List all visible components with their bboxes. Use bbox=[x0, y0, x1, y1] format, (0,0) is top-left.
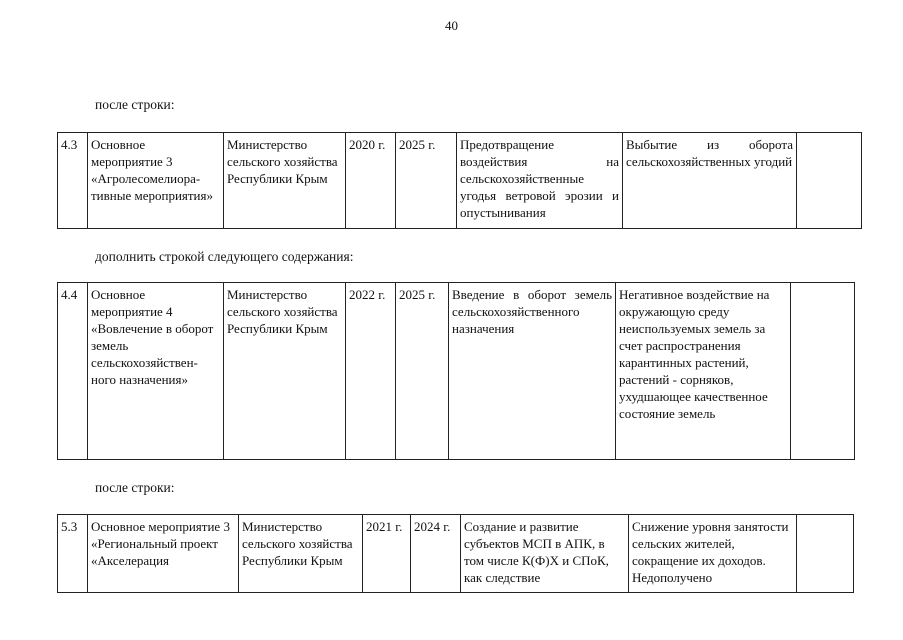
row-number: 5.3 bbox=[58, 515, 88, 593]
extra-cell bbox=[797, 133, 862, 229]
table-row-4-3 bbox=[57, 132, 862, 229]
start-year: 2020 г. bbox=[346, 133, 396, 229]
executor: Министерство сельского хозяйства Республики Крым bbox=[239, 515, 363, 593]
consequence: Выбытие из оборота сельскохозяйственных угодий bbox=[623, 133, 797, 229]
table-row-4-4 bbox=[57, 282, 855, 460]
consequence: Снижение уровня занятости сельских жителей, сокращение их доходов. Недополучено bbox=[629, 515, 797, 593]
event-name: Основное мероприятие 4 «Вовлечение в оборот земель сельскохозяйствен-ного назначения» bbox=[88, 283, 224, 460]
event-name: Основное мероприятие 3 «Агролесомелиора-тивные мероприятия» bbox=[88, 133, 224, 229]
end-year: 2025 г. bbox=[396, 283, 449, 460]
row-number: 4.3 bbox=[58, 133, 88, 229]
caption-add-row: дополнить строкой следующего содержания: bbox=[95, 249, 354, 264]
end-year: 2025 г. bbox=[396, 133, 457, 229]
caption-after-row: после строки: bbox=[95, 97, 175, 112]
expected-result: Введение в оборот земель сельскохозяйственного назначения bbox=[449, 283, 616, 460]
page-number: 40 bbox=[445, 18, 458, 33]
executor: Министерство сельского хозяйства Республики Крым bbox=[224, 283, 346, 460]
caption-after-row-2: после строки: bbox=[95, 480, 175, 495]
end-year: 2024 г. bbox=[411, 515, 461, 593]
extra-cell bbox=[797, 515, 854, 593]
consequence: Негативное воздействие на окружающую среду неиспользуемых земель за счет распространения карантинных растений, растений - сорняков, ухудшающее качественное состояние земель bbox=[616, 283, 791, 460]
row-number: 4.4 bbox=[58, 283, 88, 460]
start-year: 2021 г. bbox=[363, 515, 411, 593]
start-year: 2022 г. bbox=[346, 283, 396, 460]
expected-result: Создание и развитие субъектов МСП в АПК, в том числе К(Ф)Х и СПоК, как следствие bbox=[461, 515, 629, 593]
expected-result: Предотвращение воздействия на сельскохозяйственные угодья ветровой эрозии и опустынивания bbox=[457, 133, 623, 229]
executor: Министерство сельского хозяйства Республики Крым bbox=[224, 133, 346, 229]
extra-cell bbox=[791, 283, 855, 460]
event-name: Основное мероприятие 3 «Региональный проект «Акселерация bbox=[88, 515, 239, 593]
table-row-5-3 bbox=[57, 514, 854, 593]
